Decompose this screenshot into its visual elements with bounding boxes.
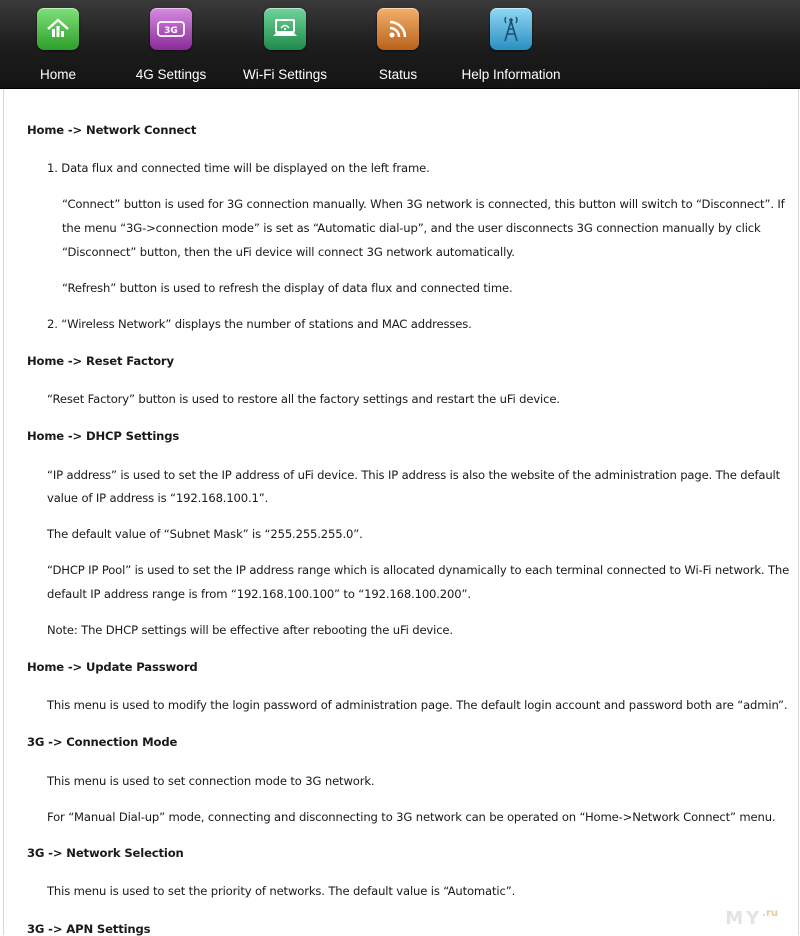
help-paragraph: “Reset Factory” button is used to restore all the factory settings and restart the uFi device. — [47, 392, 560, 406]
help-paragraph: “Connect” button is used for 3G connection manually. When 3G network is connected, this button will switch to “Disconnect”. If — [62, 197, 785, 211]
help-paragraph: Note: The DHCP settings will be effective after rebooting the uFi device. — [47, 623, 453, 637]
nav-wifi-settings[interactable] — [236, 0, 334, 88]
watermark: $MY^{.ru}$ — [725, 908, 778, 929]
help-paragraph: For “Manual Dial-up” mode, connecting and disconnecting to 3G network can be operated on “Home->Network Connect” menu. — [47, 810, 776, 824]
help-paragraph: “Refresh” button is used to refresh the display of data flux and connected time. — [62, 281, 513, 295]
help-paragraph: 2. “Wireless Network” displays the number of stations and MAC addresses. — [47, 317, 472, 331]
section-heading-network-selection: 3G -> Network Selection — [27, 846, 184, 860]
3g-icon — [150, 8, 192, 50]
nav-help-information[interactable] — [452, 0, 570, 88]
nav-help-information-label: Help Information — [461, 67, 561, 82]
section-heading-apn-settings: 3G -> APN Settings — [27, 922, 151, 936]
help-paragraph: default IP address range is from “192.168.100.100” to “192.168.100.200”. — [47, 587, 471, 601]
nav-status[interactable] — [364, 0, 432, 88]
help-paragraph: This menu is used to set connection mode to 3G network. — [47, 774, 375, 788]
help-paragraph: “DHCP IP Pool” is used to set the IP address range which is allocated dynamically to each terminal connected to Wi-Fi network. The — [47, 563, 790, 577]
nav-4g-settings[interactable] — [128, 0, 214, 88]
section-heading-update-password: Home -> Update Password — [27, 660, 198, 674]
help-paragraph: “IP address” is used to set the IP address of uFi device. This IP address is also the website of the administration page. The default — [47, 468, 781, 482]
laptop-wifi-icon — [264, 8, 306, 50]
nav-home-label: Home — [39, 67, 76, 82]
rss-signal-icon — [377, 8, 419, 50]
nav-wifi-settings-label: Wi-Fi Settings — [242, 67, 327, 82]
help-paragraph: value of IP address is “192.168.100.1”. — [47, 491, 269, 505]
help-paragraph: This menu is used to set the priority of networks. The default value is “Automatic”. — [47, 884, 516, 898]
section-heading-dhcp-settings: Home -> DHCP Settings — [27, 429, 180, 443]
antenna-tower-icon — [490, 8, 532, 50]
top-navigation-bar — [0, 0, 800, 89]
home-chart-icon — [37, 8, 79, 50]
nav-status-label: Status — [378, 67, 418, 82]
help-paragraph: This menu is used to modify the login password of administration page. The default login account and password both are “admin”. — [47, 698, 788, 712]
help-paragraph: the menu “3G->connection mode” is set as “Automatic dial-up”, and the user disconnects 3G connection manually by click — [62, 221, 761, 235]
svg-text:3G: 3G — [164, 26, 178, 36]
help-content-panel — [3, 89, 799, 935]
nav-4g-settings-label: 4G Settings — [135, 67, 207, 82]
section-heading-connection-mode: 3G -> Connection Mode — [27, 735, 178, 749]
help-paragraph: The default value of “Subnet Mask” is “255.255.255.0”. — [47, 527, 363, 541]
help-paragraph: “Disconnect” button, then the uFi device will connect 3G network automatically. — [62, 245, 515, 259]
help-paragraph: 1. Data flux and connected time will be displayed on the left frame. — [47, 161, 430, 175]
section-heading-reset-factory: Home -> Reset Factory — [27, 354, 174, 368]
nav-home[interactable] — [22, 0, 94, 88]
section-heading-network-connect: Home -> Network Connect — [27, 123, 197, 137]
